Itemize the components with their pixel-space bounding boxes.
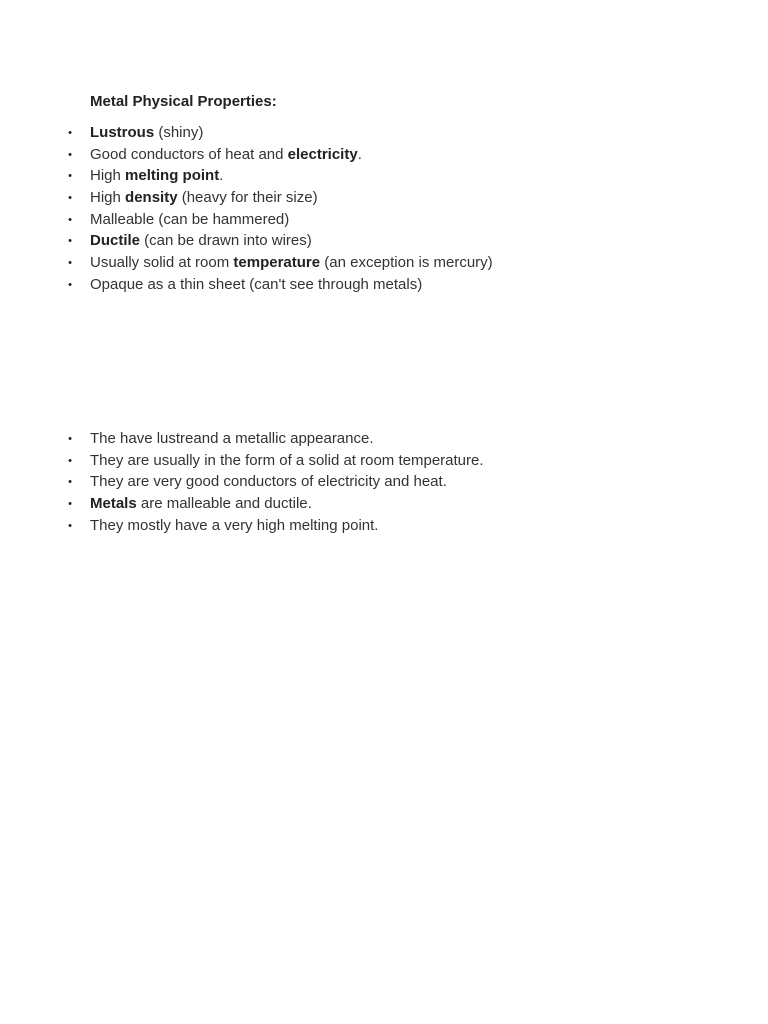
list-item	[0, 274, 700, 296]
bullet-icon: •	[68, 498, 72, 511]
metal-summary-list	[0, 428, 700, 536]
list-item	[0, 209, 700, 231]
bold-term: melting point	[125, 167, 220, 185]
list-item	[0, 144, 700, 166]
item-text: .	[219, 167, 224, 185]
item-text: .	[357, 145, 362, 163]
item-text: They are usually in the form of a solid at room temperature.	[90, 451, 484, 469]
page-heading: Metal Physical Properties:	[90, 93, 277, 110]
list-item	[0, 428, 700, 450]
list-item	[0, 450, 700, 472]
list-item	[0, 187, 700, 209]
item-text: Opaque as a thin sheet (can't see through metals)	[90, 275, 423, 293]
item-text: High	[90, 167, 126, 185]
bold-term: Lustrous	[90, 124, 155, 141]
item-text: Good conductors of heat and	[90, 145, 288, 163]
bullet-icon: •	[68, 454, 72, 467]
list-item	[0, 471, 700, 493]
bold-term: electricity	[287, 145, 358, 163]
bullet-icon: •	[68, 192, 72, 205]
bold-term: Ductile	[90, 232, 141, 250]
item-text: are malleable and ductile.	[136, 495, 312, 513]
item-text: (heavy for their size)	[177, 189, 318, 207]
list-item	[0, 515, 700, 537]
metal-properties-list	[0, 122, 700, 296]
item-text: High	[90, 189, 126, 207]
item-text: Malleable (can be hammered)	[90, 210, 290, 228]
bullet-icon: •	[68, 519, 72, 532]
list-item	[0, 252, 700, 274]
bullet-icon: •	[68, 257, 72, 270]
bullet-icon: •	[68, 433, 72, 445]
item-text: The have lustreand a metallic appearance.	[90, 430, 374, 447]
item-text: (can be drawn into wires)	[140, 232, 312, 250]
item-text: Usually solid at room	[90, 254, 234, 272]
bold-term: Metals	[90, 495, 137, 513]
bold-term: density	[125, 189, 178, 207]
list-item	[0, 122, 700, 144]
bullet-icon: •	[68, 127, 72, 139]
bullet-icon: •	[68, 235, 72, 248]
bullet-icon: •	[68, 148, 72, 161]
bullet-icon: •	[68, 476, 72, 489]
item-text: (an exception is mercury)	[320, 254, 493, 272]
item-text: (shiny)	[154, 124, 204, 141]
bullet-icon: •	[68, 213, 72, 226]
item-text: They mostly have a very high melting point.	[90, 516, 379, 534]
bold-term: temperature	[233, 254, 321, 272]
bullet-icon: •	[68, 278, 72, 291]
bullet-icon: •	[68, 170, 72, 183]
item-text: They are very good conductors of electricity and heat.	[90, 473, 447, 491]
list-item	[0, 165, 700, 187]
list-item	[0, 230, 700, 252]
list-item	[0, 493, 700, 515]
